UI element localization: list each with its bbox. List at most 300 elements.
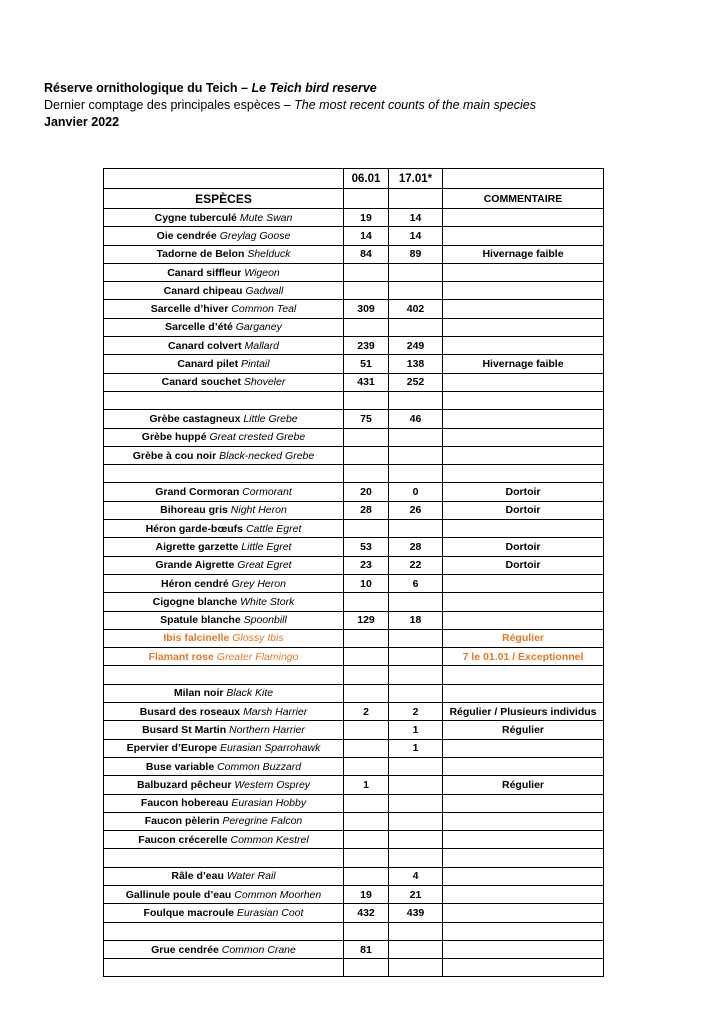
count-1701-cell: [389, 629, 443, 647]
species-name-en: Glossy Ibis: [232, 632, 284, 645]
comment-cell: Dortoir: [443, 538, 604, 556]
comment-cell: [443, 757, 604, 775]
species-name-fr: Grande Aigrette: [155, 559, 235, 572]
species-name-en: Western Osprey: [234, 778, 311, 791]
count-1701-cell: [389, 757, 443, 775]
species-cell: [104, 666, 344, 684]
species-cell: [104, 739, 344, 757]
count-0601-cell: [344, 867, 389, 885]
table-row: [104, 648, 604, 666]
count-1701-cell: [389, 666, 443, 684]
species-cell: [104, 300, 344, 318]
species-cell: [104, 849, 344, 867]
species-name-en: Shoveler: [243, 376, 286, 389]
comment-cell: Hivernage faible: [443, 245, 604, 263]
count-0601-cell: [344, 391, 389, 409]
comment-cell: [443, 959, 604, 977]
subtitle-fr: Dernier comptage des principales espèces: [44, 98, 281, 112]
count-1701-cell: [389, 520, 443, 538]
species-name-fr: Ibis falcinelle: [163, 632, 230, 645]
count-0601-cell: [344, 831, 389, 849]
count-0601-cell: 51: [344, 355, 389, 373]
species-name-en: Eurasian Hobby: [231, 797, 307, 810]
table-row: [104, 812, 604, 830]
header-date1: 06.01: [344, 169, 389, 189]
comment-cell: Hivernage faible: [443, 355, 604, 373]
table-row: [104, 300, 604, 318]
count-1701-cell: [389, 648, 443, 666]
comment-cell: [443, 849, 604, 867]
species-cell: [104, 355, 344, 373]
comment-cell: [443, 263, 604, 281]
species-name-en: Great Egret: [237, 559, 292, 572]
count-0601-cell: [344, 465, 389, 483]
document-header: [44, 80, 536, 131]
species-name-fr: Grue cendrée: [151, 943, 219, 956]
count-0601-cell: 432: [344, 904, 389, 922]
species-cell: [104, 611, 344, 629]
table-row: [104, 959, 604, 977]
species-cell: [104, 227, 344, 245]
subtitle-en: The most recent counts of the main species: [294, 98, 536, 112]
species-cell: [104, 940, 344, 958]
count-1701-cell: 14: [389, 209, 443, 227]
comment-cell: [443, 282, 604, 300]
comment-cell: [443, 812, 604, 830]
species-cell: [104, 245, 344, 263]
comment-cell: [443, 373, 604, 391]
species-name-fr: Gallinule poule d’eau: [125, 888, 232, 901]
table-row: [104, 282, 604, 300]
count-0601-cell: [344, 318, 389, 336]
species-name-fr: Faucon hobereau: [140, 797, 229, 810]
species-cell: [104, 684, 344, 702]
count-1701-cell: [389, 849, 443, 867]
count-0601-cell: [344, 739, 389, 757]
comment-cell: [443, 666, 604, 684]
count-1701-cell: [389, 446, 443, 464]
count-0601-cell: [344, 263, 389, 281]
count-1701-cell: 89: [389, 245, 443, 263]
count-0601-cell: 1: [344, 776, 389, 794]
header-comment: COMMENTAIRE: [443, 189, 604, 209]
title-fr: Réserve ornithologique du Teich: [44, 81, 238, 95]
species-name-fr: Busard St Martin: [142, 723, 227, 736]
count-0601-cell: [344, 959, 389, 977]
species-cell: [104, 593, 344, 611]
count-0601-cell: [344, 446, 389, 464]
count-1701-cell: [389, 812, 443, 830]
species-name-en: Night Heron: [230, 504, 287, 517]
species-name-en: Wigeon: [244, 266, 280, 279]
count-1701-cell: 0: [389, 483, 443, 501]
count-0601-cell: 23: [344, 556, 389, 574]
count-1701-cell: 46: [389, 410, 443, 428]
comment-cell: [443, 465, 604, 483]
table-row: [104, 885, 604, 903]
table-row: [104, 666, 604, 684]
count-1701-cell: [389, 263, 443, 281]
species-cell: [104, 867, 344, 885]
comment-cell: [443, 611, 604, 629]
comment-cell: [443, 574, 604, 592]
count-0601-cell: [344, 666, 389, 684]
table-row: [104, 776, 604, 794]
count-1701-cell: [389, 831, 443, 849]
species-name-fr: Aigrette garzette: [155, 540, 239, 553]
table-row: [104, 391, 604, 409]
comment-cell: [443, 739, 604, 757]
count-1701-cell: [389, 391, 443, 409]
species-name-en: Great crested Grebe: [209, 431, 306, 444]
species-cell: [104, 465, 344, 483]
species-name-fr: Cygne tuberculé: [154, 211, 237, 224]
species-name-en: Gadwall: [245, 284, 284, 297]
count-0601-cell: [344, 794, 389, 812]
comment-cell: [443, 794, 604, 812]
comment-cell: [443, 318, 604, 336]
species-cell: [104, 428, 344, 446]
species-name-fr: Canard chipeau: [163, 284, 243, 297]
comment-cell: [443, 885, 604, 903]
species-name-fr: Sarcelle d’été: [165, 321, 233, 334]
count-1701-cell: [389, 922, 443, 940]
species-name-fr: Sarcelle d’hiver: [150, 303, 229, 316]
table-row: [104, 611, 604, 629]
count-1701-cell: [389, 776, 443, 794]
species-name-fr: Héron cendré: [161, 577, 229, 590]
species-cell: [104, 703, 344, 721]
count-0601-cell: [344, 849, 389, 867]
species-cell: [104, 574, 344, 592]
species-name-en: Garganey: [235, 321, 282, 334]
comment-cell: [443, 940, 604, 958]
count-0601-cell: 2: [344, 703, 389, 721]
count-1701-cell: 2: [389, 703, 443, 721]
count-0601-cell: 239: [344, 337, 389, 355]
species-name-fr: Râle d’eau: [171, 870, 224, 883]
count-0601-cell: 431: [344, 373, 389, 391]
table-row: [104, 703, 604, 721]
count-0601-cell: [344, 282, 389, 300]
comment-cell: [443, 428, 604, 446]
comment-cell: [443, 831, 604, 849]
comment-cell: Régulier: [443, 721, 604, 739]
table-row: [104, 593, 604, 611]
species-name-en: Common Moorhen: [234, 888, 322, 901]
count-0601-cell: [344, 648, 389, 666]
table-row: [104, 465, 604, 483]
count-0601-cell: 19: [344, 209, 389, 227]
table-row: [104, 446, 604, 464]
species-name-en: Little Grebe: [243, 412, 298, 425]
species-name-fr: Canard siffleur: [167, 266, 242, 279]
table-row: [104, 428, 604, 446]
species-name-en: Little Egret: [241, 540, 292, 553]
count-0601-cell: [344, 593, 389, 611]
table-row: [104, 410, 604, 428]
species-cell: [104, 373, 344, 391]
species-cell: [104, 410, 344, 428]
subtitle-separator: –: [280, 98, 295, 112]
species-name-en: Grey Heron: [231, 577, 286, 590]
species-cell: [104, 794, 344, 812]
comment-cell: [443, 520, 604, 538]
header-blank-cell: [389, 189, 443, 209]
table-row: [104, 574, 604, 592]
species-cell: [104, 337, 344, 355]
count-1701-cell: 1: [389, 721, 443, 739]
species-name-en: Common Crane: [221, 943, 296, 956]
count-1701-cell: 138: [389, 355, 443, 373]
species-name-fr: Cigogne blanche: [152, 595, 238, 608]
table-row: [104, 739, 604, 757]
count-1701-cell: [389, 465, 443, 483]
comment-cell: Régulier: [443, 629, 604, 647]
header-blank-cell: [344, 189, 389, 209]
species-cell: [104, 282, 344, 300]
count-0601-cell: 19: [344, 885, 389, 903]
species-name-en: Common Kestrel: [230, 833, 309, 846]
species-name-fr: Faucon crécerelle: [138, 833, 228, 846]
comment-cell: Régulier: [443, 776, 604, 794]
species-cell: [104, 391, 344, 409]
table-row: [104, 483, 604, 501]
count-1701-cell: 22: [389, 556, 443, 574]
count-1701-cell: 4: [389, 867, 443, 885]
count-1701-cell: 6: [389, 574, 443, 592]
count-1701-cell: 1: [389, 739, 443, 757]
species-name-en: Pintail: [241, 358, 270, 371]
species-name-fr: Epervier d’Europe: [126, 742, 218, 755]
table-row: [104, 867, 604, 885]
document-subtitle: [44, 97, 536, 114]
species-name-en: Cattle Egret: [245, 522, 302, 535]
count-0601-cell: 20: [344, 483, 389, 501]
species-cell: [104, 757, 344, 775]
count-0601-cell: 81: [344, 940, 389, 958]
table-row: [104, 629, 604, 647]
species-name-fr: Bihoreau gris: [160, 504, 228, 517]
table-row: [104, 757, 604, 775]
species-name-fr: Foulque macroule: [143, 906, 234, 919]
header-species: ESPÈCES: [104, 189, 344, 209]
comment-cell: [443, 391, 604, 409]
table-row: [104, 556, 604, 574]
species-cell: [104, 263, 344, 281]
table-row: [104, 538, 604, 556]
comment-cell: [443, 593, 604, 611]
species-cell: [104, 318, 344, 336]
title-separator: –: [237, 81, 252, 95]
table-row: [104, 245, 604, 263]
count-0601-cell: [344, 757, 389, 775]
species-name-fr: Canard pilet: [177, 358, 239, 371]
species-cell: [104, 483, 344, 501]
table-row: [104, 373, 604, 391]
species-cell: [104, 446, 344, 464]
species-name-fr: Grèbe à cou noir: [132, 449, 217, 462]
species-cell: [104, 776, 344, 794]
count-1701-cell: 26: [389, 501, 443, 519]
table-row: [104, 904, 604, 922]
species-name-en: Water Rail: [226, 870, 276, 883]
species-name-en: Marsh Harrier: [243, 705, 308, 718]
comment-cell: [443, 684, 604, 702]
count-1701-cell: [389, 593, 443, 611]
species-count-table: [103, 168, 604, 977]
table-row: [104, 794, 604, 812]
count-1701-cell: 252: [389, 373, 443, 391]
species-name-en: Shelduck: [247, 248, 291, 261]
table-row: [104, 520, 604, 538]
species-name-en: Cormorant: [242, 486, 292, 499]
comment-cell: [443, 337, 604, 355]
comment-cell: Dortoir: [443, 483, 604, 501]
count-0601-cell: 309: [344, 300, 389, 318]
count-1701-cell: 21: [389, 885, 443, 903]
table-date-header-row: [104, 169, 604, 189]
count-0601-cell: [344, 428, 389, 446]
species-name-fr: Grèbe huppé: [141, 431, 207, 444]
species-name-en: Mute Swan: [239, 211, 293, 224]
table-row: [104, 684, 604, 702]
count-0601-cell: [344, 629, 389, 647]
table-row: [104, 501, 604, 519]
count-1701-cell: [389, 428, 443, 446]
count-0601-cell: 28: [344, 501, 389, 519]
species-cell: [104, 538, 344, 556]
species-name-fr: Milan noir: [173, 687, 224, 700]
count-1701-cell: 14: [389, 227, 443, 245]
species-name-en: Mallard: [244, 339, 279, 352]
count-1701-cell: [389, 282, 443, 300]
species-name-fr: Tadorne de Belon: [156, 248, 245, 261]
count-1701-cell: [389, 794, 443, 812]
species-name-fr: Balbuzard pêcheur: [136, 778, 232, 791]
species-cell: [104, 831, 344, 849]
table-row: [104, 337, 604, 355]
comment-cell: 7 le 01.01 / Exceptionnel: [443, 648, 604, 666]
species-cell: [104, 812, 344, 830]
comment-cell: [443, 867, 604, 885]
count-0601-cell: [344, 520, 389, 538]
species-name-fr: Canard colvert: [168, 339, 242, 352]
table-row: [104, 922, 604, 940]
species-name-fr: Grèbe castagneux: [149, 412, 241, 425]
species-name-en: Greylag Goose: [219, 229, 291, 242]
count-1701-cell: [389, 959, 443, 977]
species-cell: [104, 209, 344, 227]
species-name-en: Peregrine Falcon: [222, 815, 303, 828]
table-row: [104, 263, 604, 281]
table-row: [104, 227, 604, 245]
species-name-fr: Oie cendrée: [156, 229, 217, 242]
count-1701-cell: 249: [389, 337, 443, 355]
species-cell: [104, 721, 344, 739]
count-0601-cell: 53: [344, 538, 389, 556]
title-en: Le Teich bird reserve: [251, 81, 377, 95]
comment-cell: [443, 904, 604, 922]
count-1701-cell: [389, 684, 443, 702]
comment-cell: Dortoir: [443, 556, 604, 574]
header-blank-cell: [104, 169, 344, 189]
species-name-fr: Grand Cormoran: [155, 486, 240, 499]
species-name-en: White Stork: [240, 595, 295, 608]
count-1701-cell: 439: [389, 904, 443, 922]
header-blank-cell: [443, 169, 604, 189]
count-1701-cell: 18: [389, 611, 443, 629]
species-name-fr: Faucon pèlerin: [144, 815, 220, 828]
species-name-en: Spoonbill: [243, 614, 287, 627]
count-0601-cell: 129: [344, 611, 389, 629]
species-name-en: Common Teal: [231, 303, 297, 316]
document-title: [44, 80, 536, 97]
table-row: [104, 209, 604, 227]
table-row: [104, 849, 604, 867]
count-0601-cell: 84: [344, 245, 389, 263]
species-name-en: Black Kite: [226, 687, 274, 700]
header-date2: 17.01*: [389, 169, 443, 189]
species-cell: [104, 556, 344, 574]
species-cell: [104, 629, 344, 647]
species-cell: [104, 922, 344, 940]
table-row: [104, 940, 604, 958]
species-cell: [104, 959, 344, 977]
comment-cell: [443, 209, 604, 227]
document-period: Janvier 2022: [44, 115, 120, 129]
species-name-fr: Spatule blanche: [160, 614, 241, 627]
count-1701-cell: 402: [389, 300, 443, 318]
species-name-fr: Busard des roseaux: [139, 705, 241, 718]
table-row: [104, 318, 604, 336]
species-name-en: Northern Harrier: [229, 723, 305, 736]
count-0601-cell: [344, 684, 389, 702]
species-name-fr: Canard souchet: [161, 376, 241, 389]
comment-cell: [443, 300, 604, 318]
count-1701-cell: [389, 940, 443, 958]
comment-cell: [443, 922, 604, 940]
species-cell: [104, 501, 344, 519]
species-cell: [104, 520, 344, 538]
species-name-en: Common Buzzard: [217, 760, 302, 773]
count-0601-cell: 10: [344, 574, 389, 592]
table-row: [104, 831, 604, 849]
table-row: [104, 721, 604, 739]
count-0601-cell: [344, 922, 389, 940]
species-name-fr: Héron garde-bœufs: [145, 522, 244, 535]
species-name-en: Eurasian Sparrohawk: [219, 742, 321, 755]
species-name-fr: Buse variable: [145, 760, 215, 773]
count-0601-cell: [344, 721, 389, 739]
species-cell: [104, 904, 344, 922]
species-cell: [104, 885, 344, 903]
comment-cell: [443, 410, 604, 428]
count-1701-cell: 28: [389, 538, 443, 556]
comment-cell: Régulier / Plusieurs individus: [443, 703, 604, 721]
species-name-fr: Flamant rose: [148, 650, 214, 663]
comment-cell: [443, 227, 604, 245]
table-column-header-row: [104, 189, 604, 209]
species-name-en: Eurasian Coot: [236, 906, 304, 919]
count-1701-cell: [389, 318, 443, 336]
comment-cell: Dortoir: [443, 501, 604, 519]
count-0601-cell: 75: [344, 410, 389, 428]
count-0601-cell: [344, 812, 389, 830]
species-cell: [104, 648, 344, 666]
species-name-en: Greater Flamingo: [216, 650, 299, 663]
table-row: [104, 355, 604, 373]
